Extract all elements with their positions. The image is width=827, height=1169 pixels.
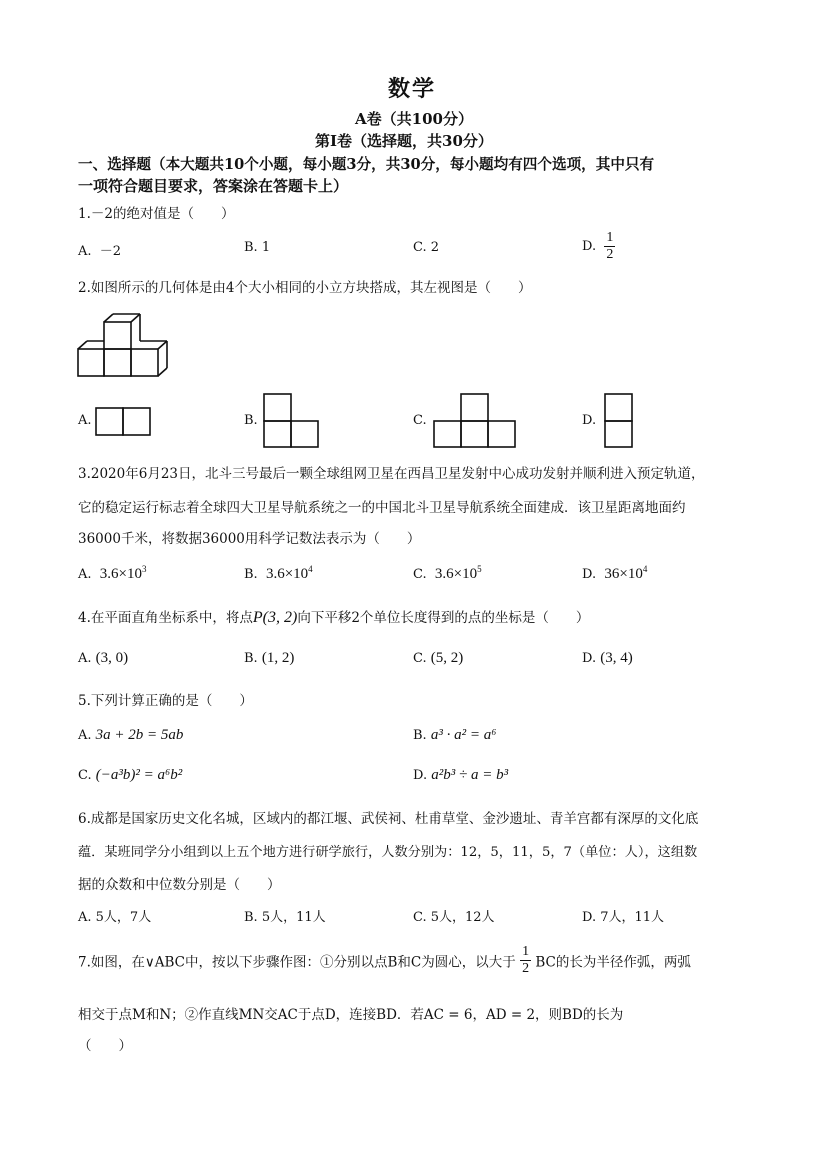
exponent: 4 [308, 564, 313, 574]
q3-option-d [582, 564, 647, 583]
q5-option-b [413, 727, 496, 744]
q4-option-a [78, 650, 128, 667]
q2-option-c-label: C. [413, 413, 427, 428]
fraction-denominator: 2 [522, 961, 530, 976]
option-label: A. [78, 244, 92, 259]
q6-line3: 据的众数和中位数分别是（ ） [78, 877, 281, 893]
q2-option-d-label: D. [582, 413, 597, 428]
exponent: 4 [642, 564, 648, 574]
option-value: (3, 0) [95, 650, 129, 666]
option-label: B. [413, 728, 427, 743]
q2-option-b-figure [263, 393, 321, 449]
q4-stem [78, 606, 589, 627]
q2-solid-figure [74, 312, 174, 380]
q3-option-a [78, 564, 147, 583]
q7-line1-post: BC的长为半径作弧，两弧 [535, 954, 691, 971]
q4-option-b [244, 650, 294, 667]
q2-option-c-figure [433, 393, 517, 449]
fraction-numerator: 1 [606, 230, 614, 245]
q5-stem: 5.下列计算正确的是（ ） [78, 693, 253, 709]
mantissa: 3.6×10 [99, 566, 143, 582]
q4-point: P(3, 2) [252, 609, 298, 626]
option-value: (1, 2) [261, 650, 295, 666]
mantissa: 3.6×10 [434, 566, 478, 582]
option-label: C. [413, 567, 427, 582]
option-value: －2 [99, 244, 122, 259]
option-label: D. [582, 651, 597, 666]
q3-option-c [413, 564, 482, 583]
q3-option-b [244, 564, 313, 583]
option-label: C. [413, 651, 427, 666]
option-label: D. [582, 567, 597, 582]
option-label: A. [78, 567, 92, 582]
q2-option-a-label: A. [78, 413, 92, 428]
q4-stem-pre: 4.在平面直角坐标系中，将点 [78, 610, 253, 626]
page-title: 数学 [388, 76, 437, 102]
q2-option-b-label: B. [244, 413, 258, 428]
q7-line1-pre: 7.如图，在∨ABC中，按以下步骤作图：①分别以点B和C为圆心，以大于 [78, 954, 516, 971]
option-label: A. [78, 728, 92, 743]
q1-option-b [244, 240, 270, 255]
q7-line1 [78, 944, 691, 977]
option-label: B. [244, 240, 258, 255]
subtitle-volume-a: A卷（共100分） [355, 110, 473, 128]
q6-line1: 6.成都是国家历史文化名城，区域内的都江堰、武侯祠、杜甫草堂、金沙遗址、青羊宫都有深厚的文化底 [78, 811, 699, 827]
option-label: D. [413, 768, 428, 783]
q3-line2: 它的稳定运行标志着全球四大卫星导航系统之一的中国北斗卫星导航系统全面建成．该卫星距离地面约 [78, 500, 686, 516]
q4-option-d [582, 650, 633, 667]
option-label: C. [413, 240, 427, 255]
fraction-one-half [520, 944, 531, 977]
q6-option-c: C. 5人，12人 [413, 910, 495, 925]
option-value: (5, 2) [430, 650, 464, 666]
option-value [435, 566, 482, 582]
option-value: a²b³ ÷ a = b³ [431, 767, 509, 783]
option-value: 2 [430, 240, 440, 255]
mantissa: 3.6×10 [265, 566, 309, 582]
q4-option-c [413, 650, 463, 667]
option-value [100, 566, 147, 582]
q3-line3: 36000千米，将数据36000用科学记数法表示为（ ） [78, 531, 421, 547]
q2-stem: 2.如图所示的几何体是由4个大小相同的小立方块搭成，其左视图是（ ） [78, 280, 532, 296]
option-value: 1 [261, 240, 271, 255]
exponent: 5 [477, 564, 482, 574]
q4-stem-post: 向下平移2个单位长度得到的点的坐标是（ ） [297, 610, 590, 626]
option-label: B. [244, 651, 258, 666]
fraction-numerator: 1 [522, 944, 530, 959]
q2-option-a-figure [95, 407, 153, 437]
q1-option-a [78, 240, 121, 259]
fraction-one-half [604, 230, 615, 263]
q6-option-d: D. 7人，11人 [582, 910, 665, 925]
q1-option-c [413, 240, 439, 255]
exponent: 3 [142, 564, 147, 574]
q2-option-d-figure [604, 393, 634, 449]
option-value: 3a + 2b = 5ab [95, 727, 184, 743]
q7-line2: 相交于点M和N；②作直线MN交AC于点D，连接BD．若AC = 6，AD = 2，则BD的长为 [78, 1007, 624, 1023]
q5-option-d [413, 767, 508, 784]
subtitle-part-1: 第Ⅰ卷（选择题，共30分） [315, 132, 493, 150]
mantissa: 36×10 [604, 566, 643, 582]
q1-stem: 1.－2的绝对值是（ ） [78, 206, 235, 222]
q7-line3: （ ） [78, 1038, 132, 1054]
option-value: a³ · a² = a⁶ [430, 727, 497, 743]
section-heading-line1: 一、选择题（本大题共10个小题，每小题3分，共30分，每小题均有四个选项，其中只有 [78, 156, 655, 173]
q1-option-d [582, 230, 615, 263]
option-value: (−a³b)² = a⁶b² [95, 767, 183, 783]
option-label: D. [582, 239, 597, 254]
section-heading-line2: 一项符合题目要求，答案涂在答题卡上） [78, 177, 349, 195]
q6-option-b: B. 5人，11人 [244, 910, 326, 925]
fraction-denominator: 2 [606, 247, 614, 262]
option-label: B. [244, 567, 258, 582]
q5-option-a [78, 727, 183, 744]
q6-option-a: A. 5人，7人 [78, 910, 152, 925]
q6-line2: 蕴．某班同学分小组到以上五个地方进行研学旅行，人数分别为：12，5，11，5，7（单位：人），这组数 [78, 845, 698, 860]
option-value [266, 566, 313, 582]
option-value [604, 566, 647, 582]
option-label: C. [78, 768, 92, 783]
q5-option-c [78, 767, 182, 784]
option-label: A. [78, 651, 92, 666]
option-value: (3, 4) [600, 650, 633, 666]
q3-line1: 3.2020年6月23日，北斗三号最后一颗全球组网卫星在西昌卫星发射中心成功发射并顺利进入预定轨道， [78, 466, 705, 482]
